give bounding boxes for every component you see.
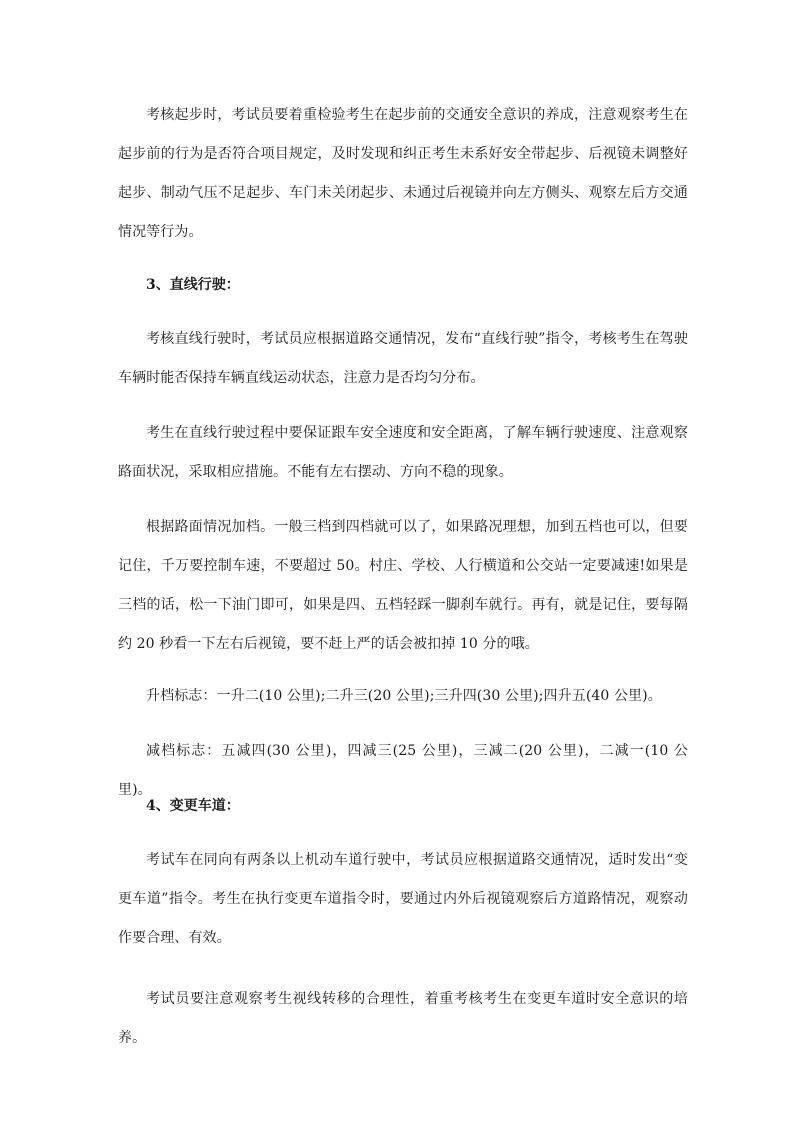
paragraph-gear-shifting: 根据路面情况加档。一般三档到四档就可以了，如果路况理想，加到五档也可以，但要记住，千万要控制车速，不要超过 50。村庄、学校、人行横道和公交站一定要减速!如果是三档的话，松一下油门即可，如果是四、五档轻踩一脚刹车就行。再有，就是记住，要每隔约 20 秒看一下左右后视镜，要不赶上严的话会被扣掉 10 分的哦。 [118, 519, 688, 652]
paragraph-straight-driving-safety: 考生在直线行驶过程中要保证跟车安全速度和安全距离，了解车辆行驶速度、注意观察路面状况，采取相应措施。不能有左右摆动、方向不稳的现象。 [118, 425, 688, 480]
paragraph-upshift-marks: 升档标志：一升二(10 公里);二升三(20 公里);三升四(30 公里);四升五(40 公里)。 [146, 688, 662, 704]
paragraph-straight-driving-exam: 考核直线行驶时，考试员应根据道路交通情况，发布“直线行驶”指令，考核考生在驾驶车辆时能否保持车辆直线运动状态，注意力是否均匀分布。 [118, 331, 688, 386]
section-heading-straight-driving: 3、直线行驶： [146, 277, 240, 293]
paragraph-start-check: 考核起步时，考试员要着重检验考生在起步前的交通安全意识的养成，注意观察考生在起步前的行为是否符合项目规定，及时发现和纠正考生未系好安全带起步、后视镜未调整好起步、制动气压不足起步、车门未关闭起步、未通过后视镜并向左方侧头、观察左后方交通情况等行为。 [118, 107, 688, 240]
paragraph-lane-change-exam: 考试车在同向有两条以上机动车道行驶中，考试员应根据道路交通情况，适时发出“变更车道”指令。考生在执行变更车道指令时，要通过内外后视镜观察后方道路情况，观察动作要合理、有效。 [118, 852, 688, 946]
paragraph-downshift-marks: 减档标志：五减四(30 公里)，四减三(25 公里)，三减二(20 公里)，二减一(10 公里)。 [118, 743, 688, 798]
paragraph-lane-change-observation: 考试员要注意观察考生视线转移的合理性，着重考核考生在变更车道时安全意识的培养。 [118, 991, 688, 1046]
section-heading-lane-change: 4、变更车道： [146, 798, 240, 814]
